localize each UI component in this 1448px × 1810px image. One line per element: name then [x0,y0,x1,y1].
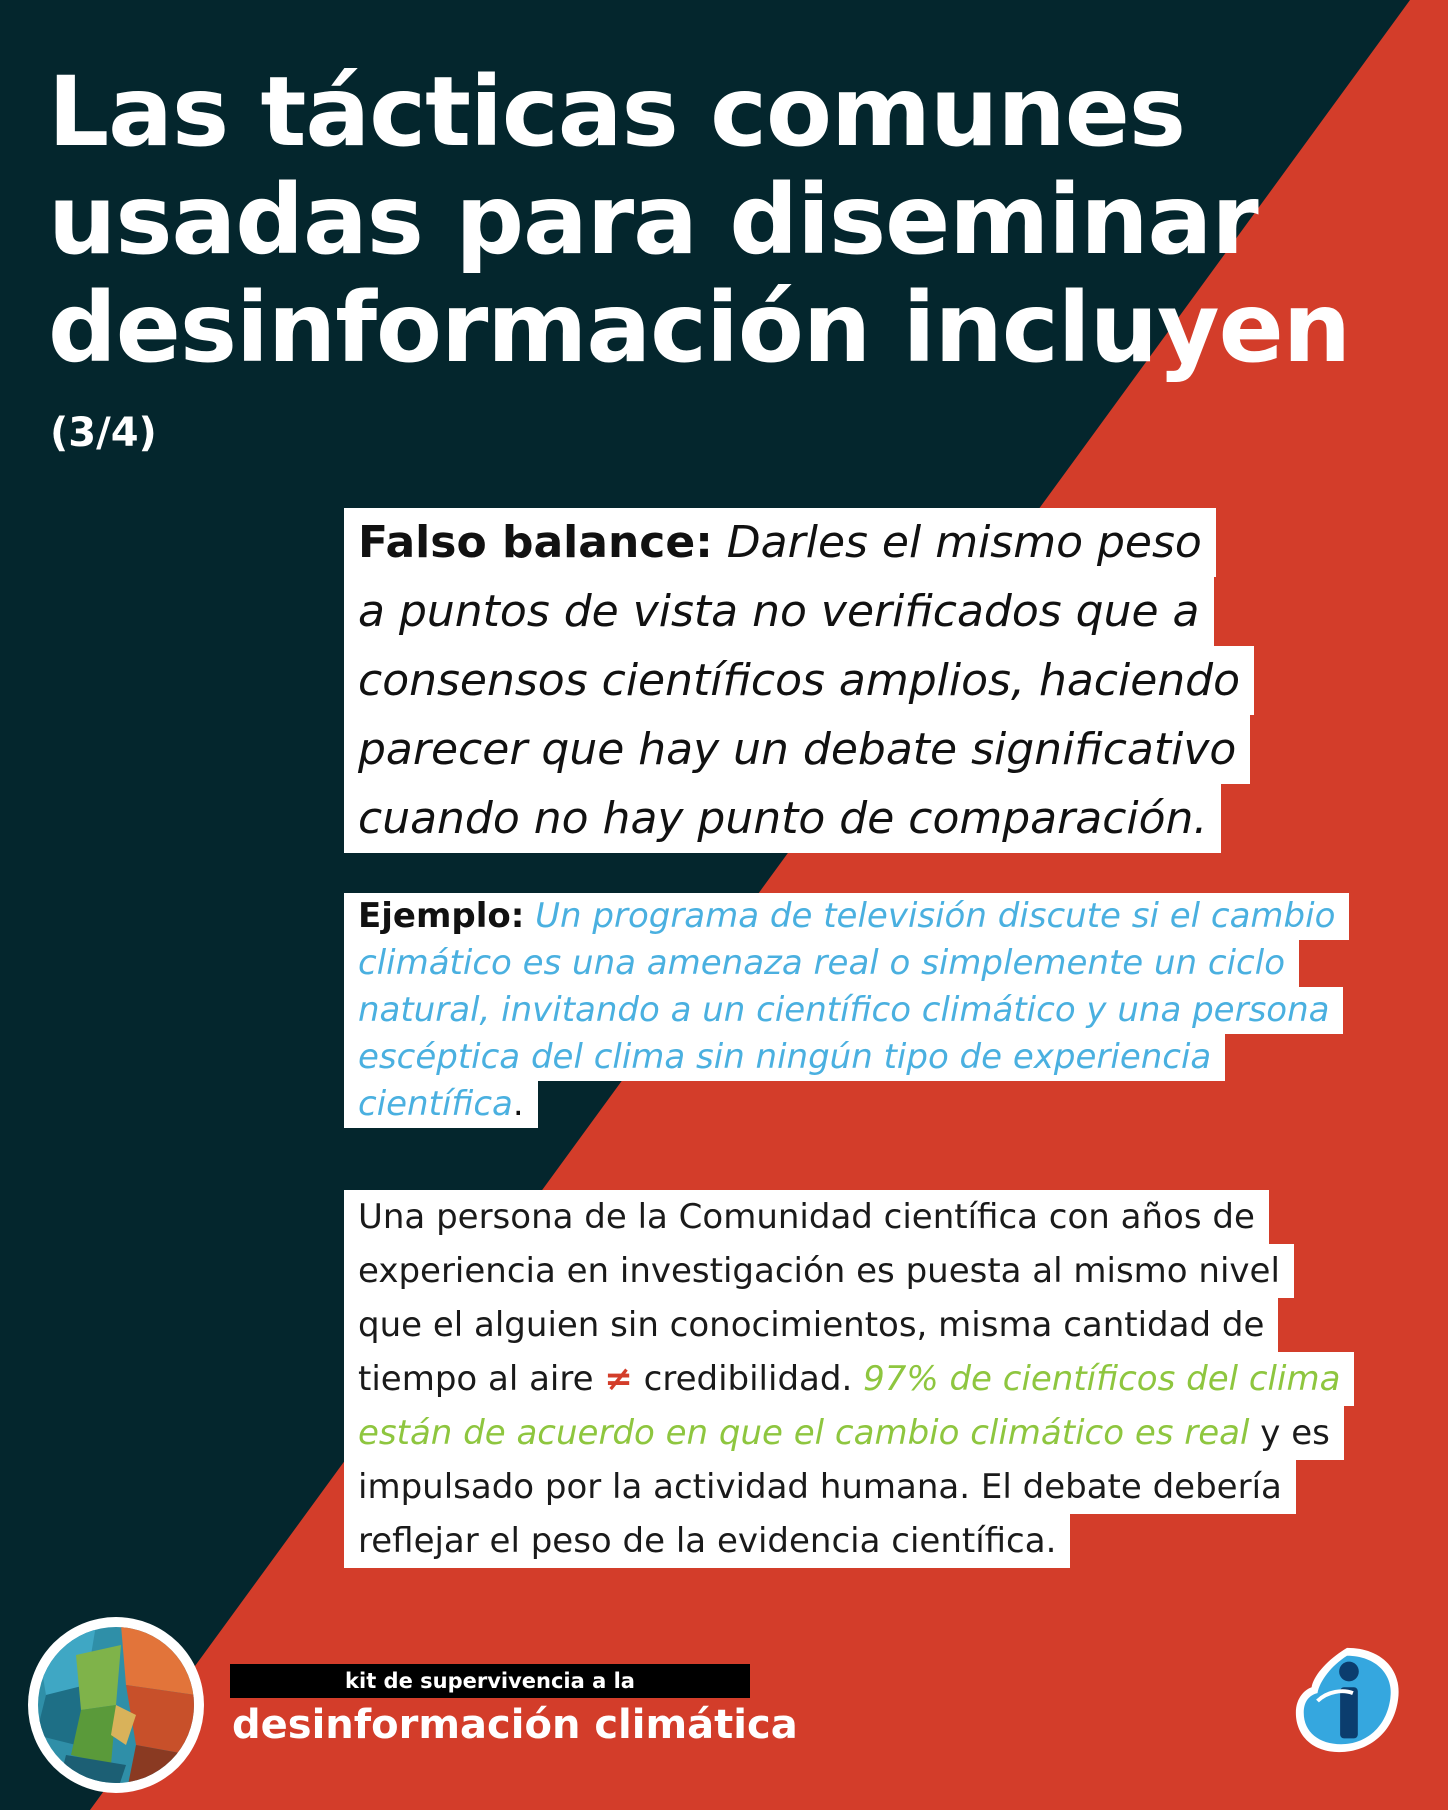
consensus-highlight: 97% de científicos del clima [863,1359,1341,1399]
polygonal-earth-globe-icon [26,1615,206,1795]
explanation-text: credibilidad. [632,1359,864,1399]
definition-block [344,508,1254,853]
not-equal-symbol: ≠ [604,1359,633,1399]
explanation-line: impulsado por la actividad humana. El debate debería [344,1460,1296,1514]
example-line: climático es una amenaza real o simplemente un ciclo [344,940,1299,987]
kit-label: kit de supervivencia a la [230,1664,750,1698]
title-line-2: usadas para diseminar [48,164,1258,276]
definition-label: Falso balance: [358,517,713,568]
explanation-block [344,1190,1354,1568]
example-line [344,1081,538,1128]
example-line: escéptica del clima sin ningún tipo de experiencia [344,1034,1225,1081]
explanation-text: tiempo al aire [358,1359,605,1399]
definition-line: consensos científicos amplios, haciendo [344,646,1254,715]
title-line-1: Las tácticas comunes [48,56,1185,168]
explanation-line: reflejar el peso de la evidencia científica. [344,1514,1070,1568]
info-i-logo-icon [1288,1642,1406,1760]
page-counter: (3/4) [50,410,157,456]
example-text: Un programa de televisión discute si el cambio [535,896,1336,936]
definition-line: parecer que hay un debate significativo [344,715,1250,784]
definition-line [344,508,1216,577]
definition-line: cuando no hay punto de comparación. [344,784,1221,853]
explanation-line [344,1352,1354,1406]
explanation-text: y es [1249,1413,1330,1453]
explanation-line: Una persona de la Comunidad científica con años de [344,1190,1269,1244]
example-label: Ejemplo: [358,896,525,936]
explanation-line: experiencia en investigación es puesta al mismo nivel [344,1244,1294,1298]
explanation-line [344,1406,1344,1460]
example-text: científica [358,1084,513,1124]
page-title [48,58,1388,382]
consensus-highlight: están de acuerdo en que el cambio climático es real [358,1413,1250,1453]
example-end: . [512,1084,524,1124]
definition-text: Darles el mismo peso [726,517,1202,568]
title-line-3: desinformación incluyen [48,272,1351,384]
kit-name: desinformación climática [232,1702,798,1748]
example-line: natural, invitando a un científico climático y una persona [344,987,1343,1034]
definition-line: a puntos de vista no verificados que a [344,577,1214,646]
explanation-line: que el alguien sin conocimientos, misma cantidad de [344,1298,1278,1352]
example-line [344,893,1349,940]
example-block [344,893,1349,1128]
